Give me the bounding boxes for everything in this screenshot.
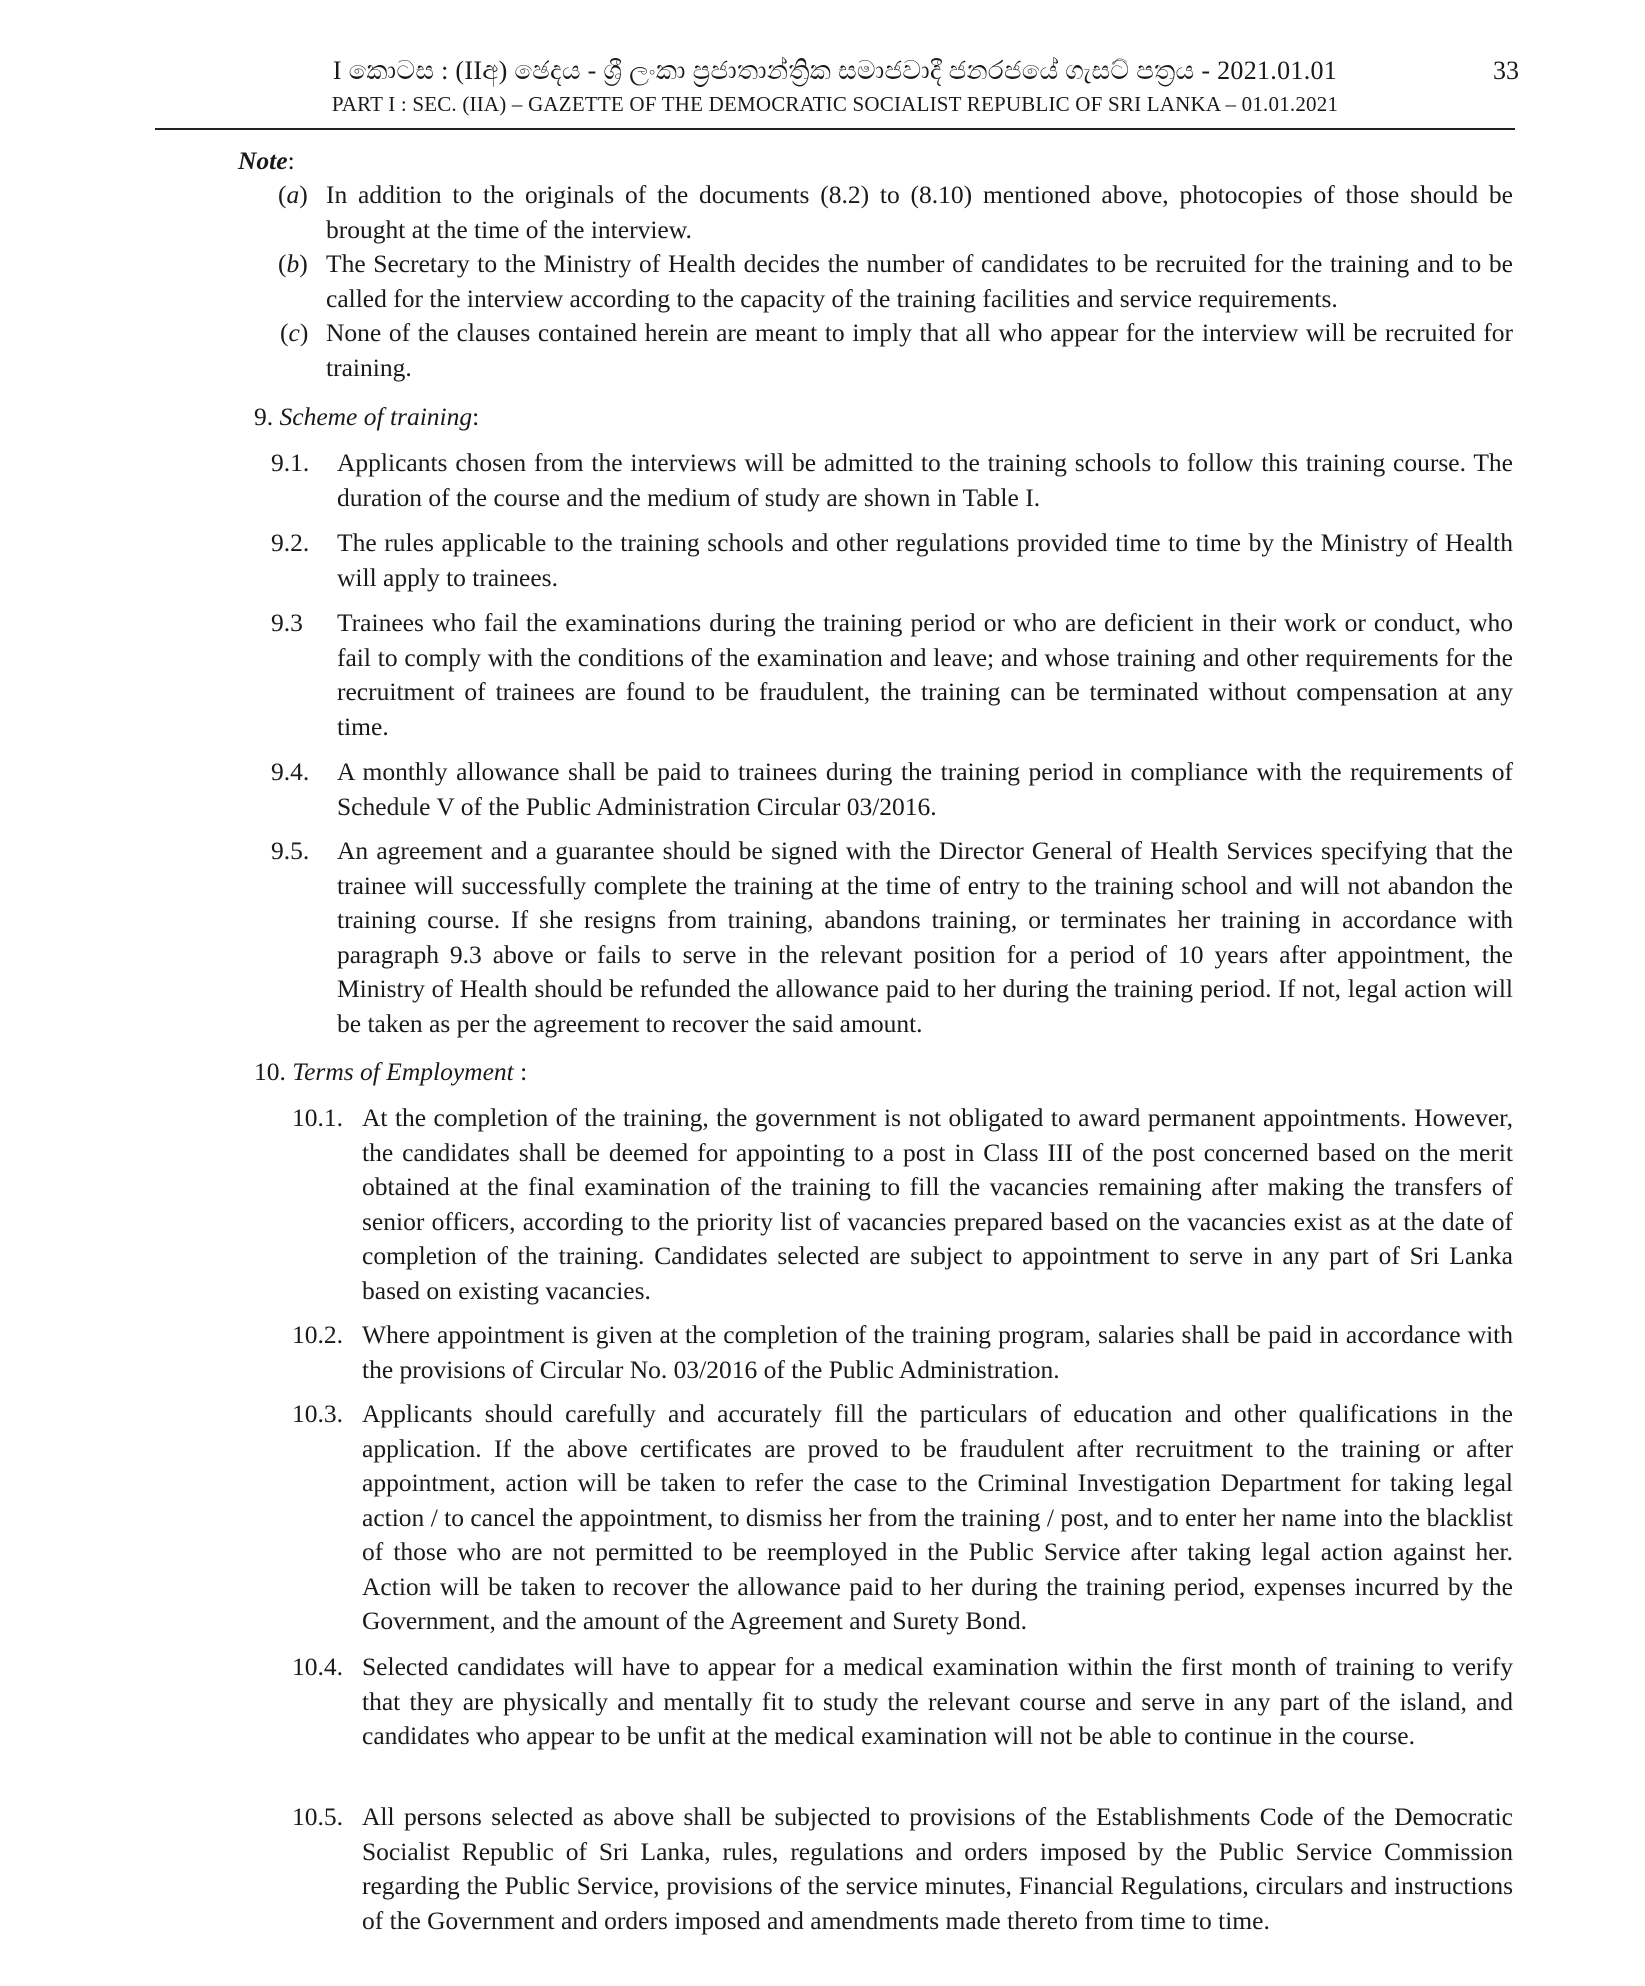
section-suffix: : — [513, 1057, 528, 1086]
note-item-a — [278, 178, 1513, 248]
page-number: 33 — [1493, 56, 1519, 85]
marker-close: ) — [299, 318, 309, 347]
clause-10-5 — [292, 1800, 1513, 1940]
clause-9-1 — [271, 446, 1513, 516]
section-suffix: : — [472, 402, 480, 431]
marker-open: ( — [280, 318, 289, 347]
clause-text: Applicants should carefully and accurately fill the particulars of education and other qualifications in the application. If the above certificates are proved to be fraudulent after recruitment to the training or after appointment, action will be taken to refer the case to the Criminal Investigation Department for taking legal action / to cancel the appointment, to dismiss her from the training / post, and to enter her name into the blacklist of those who are not permitted to be reemployed in the Public Service after taking legal action against her. Action will be taken to recover the allowance paid to her during the training period, expenses incurred by the Government, and the amount of the Agreement and Surety Bond. — [362, 1399, 1513, 1635]
marker-close: ) — [299, 249, 308, 278]
header-english-line: PART I : SEC. (IIA) – GAZETTE OF THE DEMOCRATIC SOCIALIST REPUBLIC OF SRI LANKA – 01.01.2021 — [331, 92, 1339, 116]
clause-9-3 — [271, 606, 1513, 746]
header-sinhala-line: I කොටස : (IIඅ) ඡෙදය - ශ්‍රී ලංකා ප්‍රජාතාන්ත්‍රික සමාජවාදී ජනරජයේ ගැසට් පත්‍රය - 2021.01.01 — [332, 56, 1338, 85]
clause-text: Where appointment is given at the completion of the training program, salaries shall be paid in accordance with the provisions of Circular No. 03/2016 of the Public Administration. — [362, 1320, 1513, 1384]
marker-letter: a — [286, 180, 300, 209]
clause-9-2 — [271, 526, 1513, 596]
clause-number: 10.3. — [292, 1399, 343, 1428]
note-heading — [238, 144, 295, 179]
marker-open: ( — [278, 249, 287, 278]
clause-9-5 — [271, 834, 1513, 1044]
note-colon: : — [287, 146, 295, 175]
clause-text: All persons selected as above shall be subjected to provisions of the Establishments Code of the Democratic Socialist Republic of Sri Lanka, rules, regulations and orders imposed by the Public Service Commission regarding the Public Service, provisions of the service minutes, Financial Regulations, circulars and instructions of the Government and orders imposed and amendments made thereto from time to time. — [362, 1802, 1513, 1935]
marker-letter: b — [286, 249, 300, 278]
clause-9-4 — [271, 755, 1513, 825]
section-number: 9. — [254, 402, 274, 431]
section-9-heading — [254, 400, 479, 435]
section-10-heading — [254, 1055, 527, 1090]
clause-text: Applicants chosen from the interviews will be admitted to the training schools to follow this training course. The duration of the course and the medium of study are shown in Table I. — [337, 448, 1513, 512]
section-number: 10. — [254, 1057, 286, 1086]
clause-number: 10.5. — [292, 1802, 343, 1831]
note-item-b — [278, 247, 1513, 317]
page-header — [155, 50, 1519, 130]
note-text: None of the clauses contained herein are meant to imply that all who appear for the interview will be recruited for training. — [326, 318, 1513, 382]
clause-number: 9.2. — [271, 528, 310, 557]
clause-number: 9.4. — [271, 757, 310, 786]
clause-number: 9.1. — [271, 448, 310, 477]
clause-text: Selected candidates will have to appear for a medical examination within the first month of training to verify that they are physically and mentally fit to study the relevant course and serve in any part of the island, and candidates who appear to be unfit at the medical examination will not be able to continue in the course. — [362, 1652, 1513, 1750]
clause-text: Trainees who fail the examinations during the training period or who are deficient in their work or conduct, who fail to comply with the conditions of the examination and leave; and whose training and other requirements for the recruitment of trainees are found to be fraudulent, the training can be terminated without compensation at any time. — [337, 608, 1513, 741]
clause-number: 9.5. — [271, 836, 310, 865]
clause-number: 10.1. — [292, 1103, 343, 1132]
section-title: Scheme of training — [279, 402, 473, 431]
clause-number: 10.2. — [292, 1320, 343, 1349]
clause-10-4 — [292, 1650, 1513, 1790]
clause-text: A monthly allowance shall be paid to trainees during the training period in compliance with the requirements of Schedule V of the Public Administration Circular 03/2016. — [337, 757, 1513, 821]
section-title: Terms of Employment — [292, 1057, 514, 1086]
marker-open: ( — [278, 180, 287, 209]
note-item-c — [280, 316, 1513, 386]
clause-10-2 — [292, 1318, 1513, 1388]
marker-close: ) — [299, 180, 308, 209]
note-marker — [278, 247, 308, 282]
note-label: Note — [238, 146, 288, 175]
clause-10-3 — [292, 1397, 1513, 1642]
clause-text: An agreement and a guarantee should be signed with the Director General of Health Services specifying that the trainee will successfully complete the training at the time of entry to the training school and will not abandon the training course. If she resigns from training, abandons training, or terminates her training in accordance with paragraph 9.3 above or fails to serve in the relevant position for a period of 10 years after appointment, the Ministry of Health should be refunded the allowance paid to her during the training period. If not, legal action will be taken as per the agreement to recover the said amount. — [337, 836, 1513, 1038]
note-text: The Secretary to the Ministry of Health decides the number of candidates to be recruited for the training and to be called for the interview according to the capacity of the training facilities and service requirements. — [326, 249, 1513, 313]
marker-letter: c — [288, 318, 300, 347]
note-marker — [278, 178, 308, 213]
note-marker — [280, 316, 308, 351]
clause-number: 9.3 — [271, 608, 303, 637]
note-text: In addition to the originals of the documents (8.2) to (8.10) mentioned above, photocopies of those should be brought at the time of the interview. — [326, 180, 1513, 244]
clause-number: 10.4. — [292, 1652, 343, 1681]
clause-text: At the completion of the training, the government is not obligated to award permanent appointments. However, the candidates shall be deemed for appointing to a post in Class III of the post concerned based on the merit obtained at the final examination of the training to fill the vacancies remaining after making the transfers of senior officers, according to the priority list of vacancies prepared based on the vacancies exist as at the date of completion of the training. Candidates selected are subject to appointment to serve in any part of Sri Lanka based on existing vacancies. — [362, 1103, 1513, 1305]
clause-text: The rules applicable to the training schools and other regulations provided time to time by the Ministry of Health will apply to trainees. — [337, 528, 1513, 592]
clause-10-1 — [292, 1101, 1513, 1311]
